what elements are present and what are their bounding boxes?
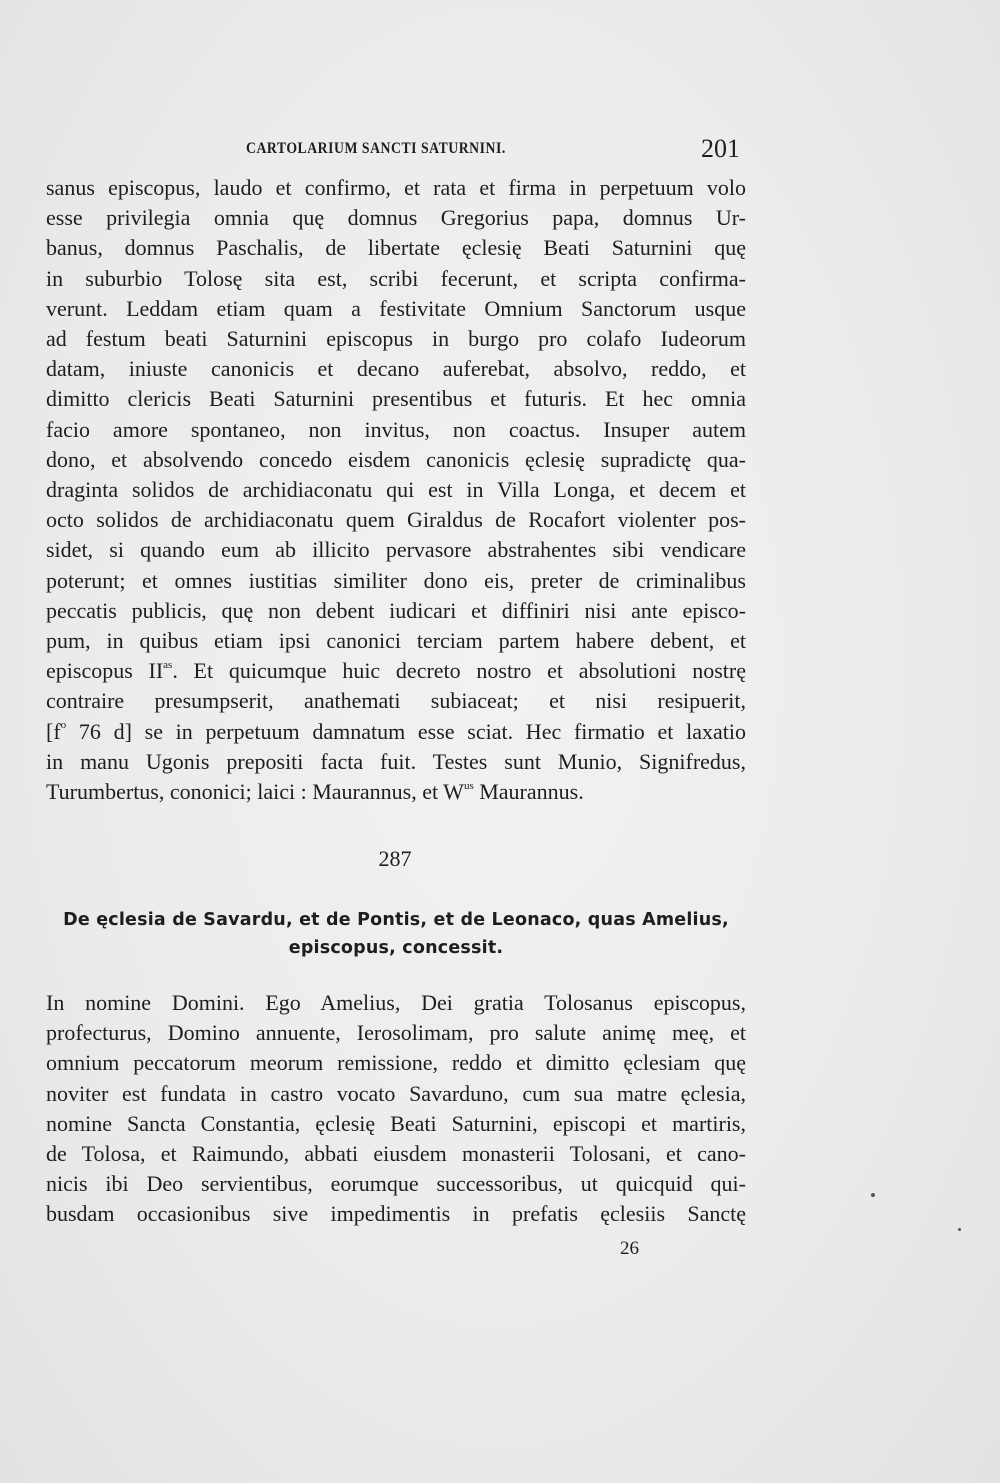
text-line: facio amore spontaneo, non invitus, non coactus. Insuper autem bbox=[46, 416, 746, 442]
charter-number: 287 bbox=[378, 846, 412, 871]
text-fragment: 76 d] se in perpetuum damnatum esse sciat. Hec firmatio et laxatio bbox=[66, 718, 746, 744]
text-line: omnium peccatorum meorum remissione, reddo et dimitto ęclesiam quę bbox=[46, 1050, 746, 1076]
running-title: CARTOLARIUM SANCTI SATURNINI. bbox=[246, 140, 506, 157]
text-line: banus, domnus Paschalis, de libertate ęclesię Beati Saturnini quę bbox=[46, 235, 746, 261]
heading-line: episcopus, concessit. bbox=[288, 938, 504, 958]
ink-speck bbox=[871, 1193, 875, 1197]
text-line: poterunt; et omnes iustitias similiter dono eis, preter de criminalibus bbox=[46, 567, 746, 593]
text-line: noviter est fundata in castro vocato Savarduno, cum sua matre ęclesia, bbox=[46, 1080, 746, 1106]
text-fragment: episcopus II bbox=[46, 658, 164, 684]
text-line: dono, et absolvendo concedo eisdem canonicis ęclesię supradictę qua- bbox=[46, 446, 746, 472]
text-line bbox=[46, 777, 746, 807]
signature-mark: 26 bbox=[620, 1238, 639, 1259]
heading-line: De ęclesia de Savardu, et de Pontis, et de Leonaco, quas Amelius, bbox=[63, 910, 729, 930]
text-line: busdam occasionibus sive impedimentis in prefatis ęclesiis Sanctę bbox=[46, 1201, 746, 1227]
ink-speck bbox=[958, 1228, 961, 1231]
text-line: de Tolosa, et Raimundo, abbati eiusdem monasterii Tolosani, et cano- bbox=[46, 1141, 746, 1167]
text-line: in suburbio Tolosę sita est, scribi fecerunt, et scripta confirma- bbox=[46, 265, 746, 291]
charter-heading bbox=[46, 906, 746, 962]
text-line: octo solidos de archidiaconatu quem Giraldus de Rocafort violenter pos- bbox=[46, 507, 746, 533]
text-line: peccatis publicis, quę non debent iudicari et diffiniri nisi ante episco- bbox=[46, 597, 746, 623]
text-line: pum, in quibus etiam ipsi canonici terciam partem habere debent, et bbox=[46, 628, 746, 654]
text-fragment: Maurannus. bbox=[473, 779, 584, 805]
text-fragment: . Et quicumque huic decreto nostro et absolutioni nostrę bbox=[172, 658, 746, 684]
page-header bbox=[46, 134, 740, 170]
text-line: ad festum beati Saturnini episcopus in burgo pro colafo Iudeorum bbox=[46, 326, 746, 352]
text-line: nicis ibi Deo servientibus, eorumque successoribus, ut quicquid qui- bbox=[46, 1171, 746, 1197]
text-line: draginta solidos de archidiaconatu qui est in Villa Longa, et decem et bbox=[46, 477, 746, 503]
text-line bbox=[46, 656, 746, 686]
text-line: profecturus, Domino annuente, Ierosolimam, pro salute animę meę, et bbox=[46, 1020, 746, 1046]
superscript: us bbox=[463, 779, 474, 792]
text-line: sanus episcopus, laudo et confirmo, et rata et firma in perpetuum volo bbox=[46, 175, 746, 200]
text-line: In nomine Domini. Ego Amelius, Dei gratia Tolosanus episcopus, bbox=[46, 990, 746, 1015]
text-fragment: Turumbertus, cononici; laici : Maurannus, et W bbox=[46, 779, 464, 805]
page-number: 201 bbox=[701, 134, 740, 163]
text-line: datam, iniuste canonicis et decano auferebat, absolvo, reddo, et bbox=[46, 356, 746, 382]
text-line: in manu Ugonis prepositi facta fuit. Testes sunt Munio, Signifredus, bbox=[46, 748, 746, 774]
text-line: dimitto clericis Beati Saturnini presentibus et futuris. Et hec omnia bbox=[46, 386, 746, 412]
text-line: esse privilegia omnia quę domnus Gregorius papa, domnus Ur- bbox=[46, 205, 746, 231]
superscript: as bbox=[163, 658, 173, 671]
text-fragment: [f bbox=[46, 718, 61, 744]
text-line bbox=[46, 717, 746, 747]
text-line: verunt. Leddam etiam quam a festivitate Omnium Sanctorum usque bbox=[46, 295, 746, 321]
charter-286-continuation bbox=[46, 173, 746, 807]
text-line: sidet, si quando eum ab illicito pervasore abstrahentes sibi vendicare bbox=[46, 537, 746, 563]
superscript: o bbox=[60, 719, 67, 732]
text-line: contraire presumpserit, anathemati subiaceat; et nisi resipuerit, bbox=[46, 688, 746, 714]
text-line: nomine Sancta Constantia, ęclesię Beati Saturnini, episcopi et martiris, bbox=[46, 1110, 746, 1136]
charter-287-text bbox=[46, 988, 746, 1230]
